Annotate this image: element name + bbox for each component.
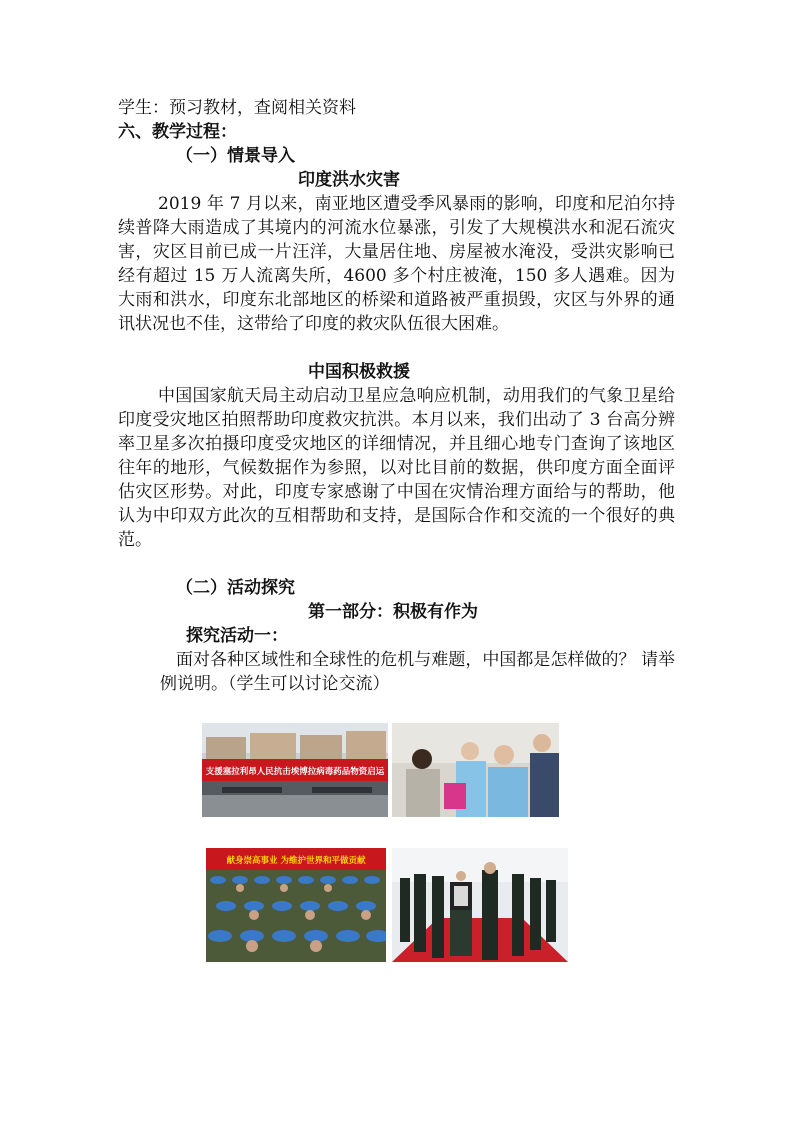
title-india-flood: 印度洪水灾害 [298,170,400,190]
photo-aid-cargo [202,723,388,817]
paragraph-rescue: 中国国家航天局主动启动卫星应急响应机制，动用我们的气象卫星给印度受灾地区拍照帮助印度救灾抗洪。本月以来，我们出动了 3 台高分辨率卫星多次拍摄印度受灾地区的详细情况，并且细心地专门查询了该地区往年的地形，气候数据作为参照，以对比目前的数据，供印度方面全面评估灾区形势。对此，印度专家感谢了中国在灾情治理方面给与的帮助，他认为中印双方此次的互相帮助和支持，是国际合作和交流的一个很好的典范。 [118,386,675,550]
banner-aid-text: 支援塞拉利昂人民抗击埃博拉病毒药品物资启运 [205,767,385,777]
photo-medical-staff [392,723,559,817]
photo-peacekeepers [206,848,386,962]
subheading-situation-intro: （一）情景导入 [176,146,295,166]
section-heading-teaching-process: 六、教学过程： [118,122,237,142]
explore-activity-one: 探究活动一： [186,626,288,646]
part-one-title: 第一部分：积极有作为 [308,602,478,622]
title-china-rescue: 中国积极救援 [308,362,410,382]
photo-honor-guard [392,848,568,962]
paragraph-flood: 2019 年 7 月以来，南亚地区遭受季风暴雨的影响，印度和尼泊尔持续普降大雨造成了其境内的河流水位暴涨，引发了大规模洪水和泥石流灾害，灾区目前已成一片汪洋，大量居住地、房屋被水淹没，受洪灾影响已经有超过 15 万人流离失所，4600 多个村庄被淹，150 多人遇难。因为大雨和洪水，印度东北部地区的桥梁和道路被严重损毁，灾区与外界的通讯状况也不佳，这带给了印度的救灾队伍很大困难。 [118,194,675,334]
subheading-activity-explore: （二）活动探究 [176,578,295,598]
banner-peace-text: 献身崇高事业 为维护世界和平做贡献 [226,856,366,866]
paragraph-question: 面对各种区域性和全球性的危机与难题，中国都是怎样做的？ 请举例说明。（学生可以讨论交流） [160,650,675,694]
student-prep-line: 学生：预习教材，查阅相关资料 [118,98,356,118]
